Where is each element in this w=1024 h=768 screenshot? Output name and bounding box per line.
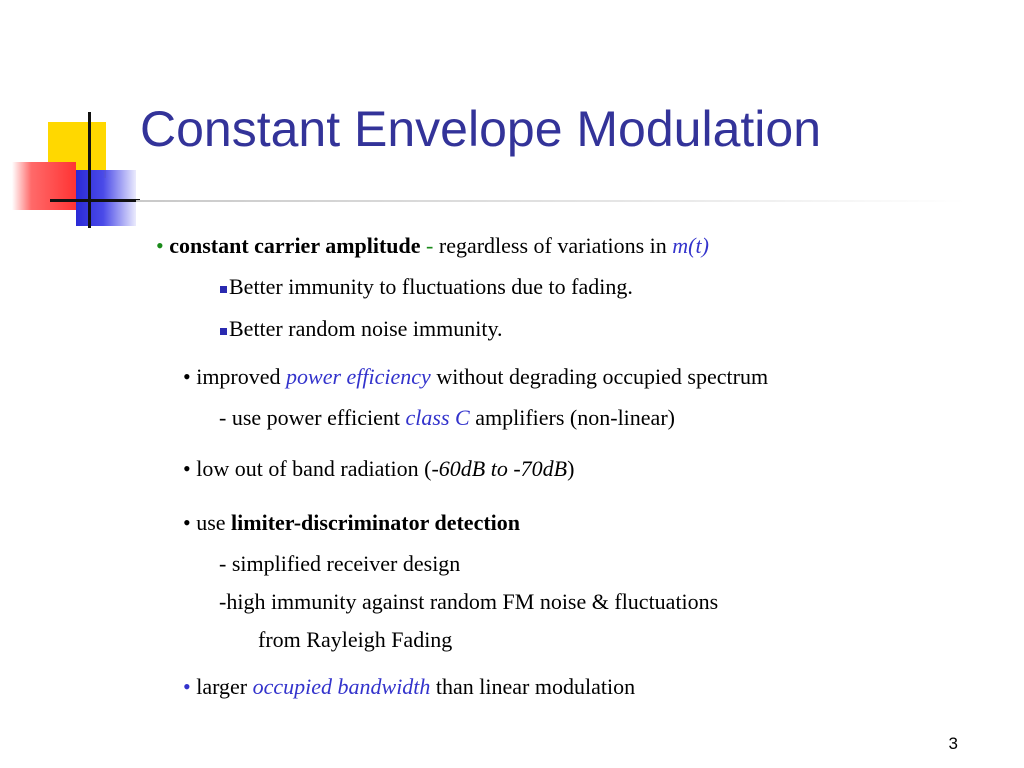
bullet-text: improved [196,364,281,389]
bullet-limiter-discriminator [183,510,520,536]
sub-bullet-fm-noise [219,589,718,615]
bullet-bold-text: constant carrier amplitude [169,233,421,258]
bullet-italic-text: -60dB to -70dB [431,456,568,481]
sub-bullet-rayleigh [258,627,452,653]
bullet-dot: • [156,233,164,258]
decor-vertical-line [88,112,91,228]
bullet-dot: • [183,364,191,389]
bullet-out-of-band [183,456,574,482]
bullet-dot: • [183,456,191,481]
sub-bullet-class-c [219,405,675,431]
square-bullet-icon [220,286,227,293]
sub-bullet-text: -high immunity against random FM noise & fluctuations [219,589,719,614]
bullet-dot: • [183,510,191,535]
sub-bullet-italic-text: class C [405,405,470,430]
sub-bullet-noise-immunity [220,316,503,342]
bullet-text: low out of band radiation ( [196,456,432,481]
sub-bullet-text: - use power efficient [219,405,401,430]
sub-bullet-simplified-receiver [219,551,460,577]
bullet-dot: • [183,674,191,699]
slide-title: Constant Envelope Modulation [140,101,822,157]
title-underline [136,200,966,202]
bullet-italic-text: power efficiency [286,364,431,389]
bullet-power-efficiency [183,364,768,390]
bullet-text: regardless of variations in [438,233,667,258]
decor-blue-square [76,170,136,226]
bullet-text: larger [196,674,248,699]
bullet-text: without degrading occupied spectrum [436,364,769,389]
decor-red-square [12,162,76,210]
sub-bullet-fading-immunity [220,274,633,300]
bullet-dash: - [426,233,434,258]
bullet-constant-carrier [156,233,709,259]
bullet-italic-text: m(t) [672,233,709,258]
decor-horizontal-line [50,199,140,202]
sub-bullet-text: amplifiers (non-linear) [475,405,675,430]
page-number: 3 [948,734,958,753]
bullet-text: use [196,510,226,535]
bullet-text: ) [567,456,575,481]
bullet-occupied-bandwidth [183,674,635,700]
bullet-bold-text: limiter-discriminator detection [231,510,521,535]
sub-bullet-text: Better random noise immunity. [229,316,503,341]
sub-bullet-text: from Rayleigh Fading [258,627,453,652]
bullet-italic-text: occupied bandwidth [252,674,431,699]
bullet-text: than linear modulation [435,674,636,699]
sub-bullet-text: Better immunity to fluctuations due to fading. [229,274,633,299]
sub-bullet-text: - simplified receiver design [219,551,461,576]
square-bullet-icon [220,328,227,335]
